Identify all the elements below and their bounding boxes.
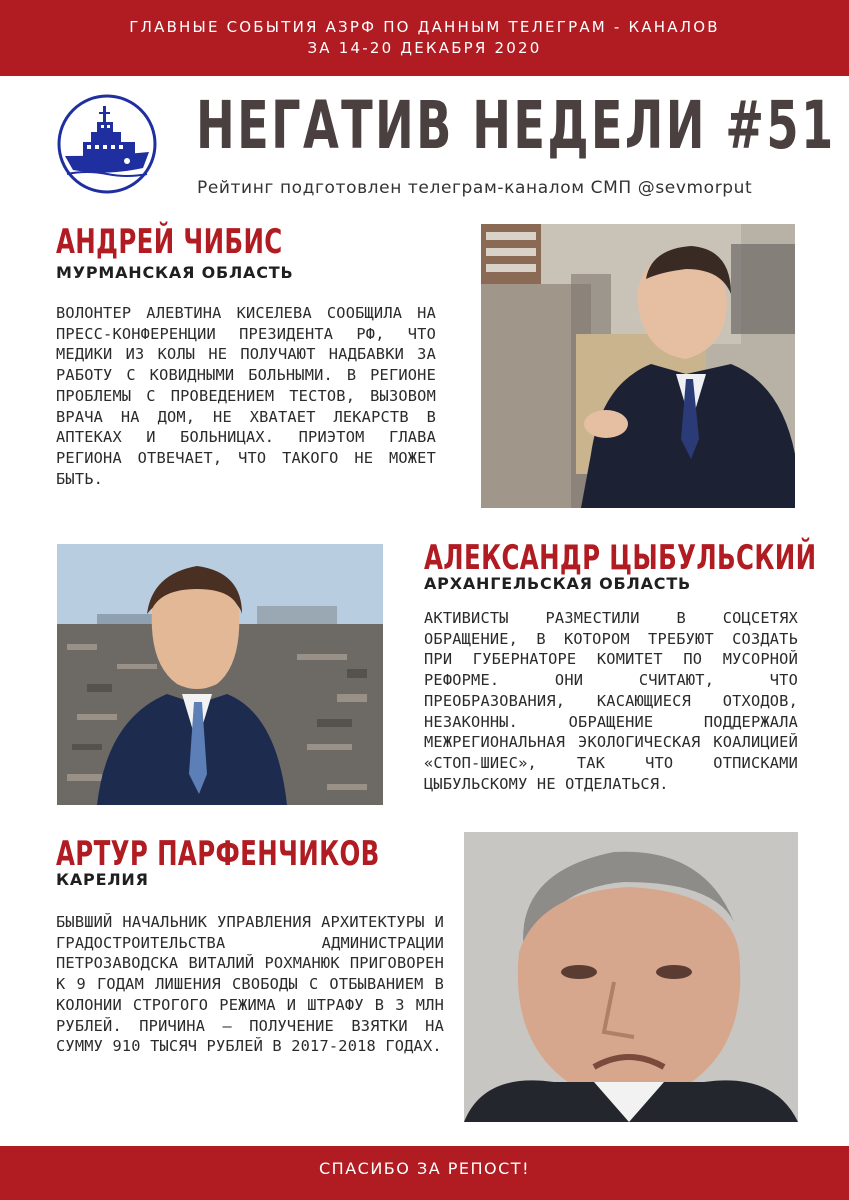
page-subtitle: Рейтинг подготовлен телеграм-каналом СМП @sevmorput — [197, 178, 753, 198]
entry-3-text: БЫВШИЙ НАЧАЛЬНИК УПРАВЛЕНИЯ АРХИТЕКТУРЫ И ГРАДОСТРОИТЕЛЬСТВА АДМИНИСТРАЦИИ ПЕТРОЗАВОДСКА ВИТАЛИЙ РОХМАНЮК ПРИГОВОРЕН К 9 ГОДАМ ЛИШЕНИЯ СВОБОДЫ С ОТБЫВАНИЕМ В КОЛОНИИ СТРОГОГО РЕЖИМА И ШТРАФУ В 3 МЛН РУБЛЕЙ. ПРИЧИНА – ПОЛУЧЕНИЕ ВЗЯТКИ НА СУММУ 910 ТЫСЯЧ РУБЛЕЙ В 2017-2018 ГОДАХ. — [56, 913, 444, 1056]
entry-1-name: АНДРЕЙ ЧИБИС — [56, 222, 283, 262]
header-line-1: ГЛАВНЫЕ СОБЫТИЯ АЗРФ ПО ДАННЫМ ТЕЛЕГРАМ - КАНАЛОВ — [129, 18, 720, 36]
entry-1-region: МУРМАНСКАЯ ОБЛАСТЬ — [56, 263, 294, 282]
entry-2-photo — [57, 544, 383, 805]
entry-1-photo — [481, 224, 795, 508]
page-title: НЕГАТИВ НЕДЕЛИ #51 — [196, 87, 836, 164]
entry-3-name: АРТУР ПАРФЕНЧИКОВ — [56, 834, 380, 874]
header-line-2: ЗА 14-20 ДЕКАБРЯ 2020 — [307, 39, 542, 57]
entry-3-photo — [464, 832, 798, 1122]
entry-2-text: АКТИВИСТЫ РАЗМЕСТИЛИ В СОЦСЕТЯХ ОБРАЩЕНИЕ, В КОТОРОМ ТРЕБУЮТ СОЗДАТЬ ПРИ ГУБЕРНАТОРЕ КОМИТЕТ ПО МУСОРНОЙ РЕФОРМЕ. ОНИ СЧИТАЮТ, ЧТО ПРЕОБРАЗОВАНИЯ, КАСАЮЩИЕСЯ ОТХОДОВ, НЕЗАКОННЫ. ОБРАЩЕНИЕ ПОДДЕРЖАЛА МЕЖРЕГИОНАЛЬНАЯ ЭКОЛОГИЧЕСКАЯ КОАЛИЦИЕЙ «СТОП-ШИЕС», ТАК ЧТО ОТПИСКАМИ ЦЫБУЛЬСКОМУ НЕ ОТДЕЛАТЬСЯ. — [424, 609, 798, 793]
entry-3-region: КАРЕЛИЯ — [56, 870, 149, 889]
icebreaker-ship-icon — [57, 94, 157, 194]
entry-2-region: АРХАНГЕЛЬСКАЯ ОБЛАСТЬ — [424, 574, 692, 593]
header-banner — [0, 0, 849, 76]
footer-banner: СПАСИБО ЗА РЕПОСТ! — [0, 1146, 849, 1200]
entry-2-name: АЛЕКСАНДР ЦЫБУЛЬСКИЙ — [424, 538, 817, 578]
entry-1-text: ВОЛОНТЕР АЛЕВТИНА КИСЕЛЕВА СООБЩИЛА НА ПРЕСС-КОНФЕРЕНЦИИ ПРЕЗИДЕНТА РФ, ЧТО МЕДИКИ ИЗ КОЛЫ НЕ ПОЛУЧАЮТ НАДБАВКИ ЗА РАБОТУ С КОВИДНЫМИ БОЛЬНЫМИ. В РЕГИОНЕ ПРОБЛЕМЫ С ПРОВЕДЕНИЕМ ТЕСТОВ, ВЫЗОВОМ ВРАЧА НА ДОМ, НЕ ХВАТАЕТ ЛЕКАРСТВ В АПТЕКАХ И БОЛЬНИЦАХ. ПРИЭТОМ ГЛАВА РЕГИОНА ОТВЕЧАЕТ, ЧТО ТАКОГО НЕ МОЖЕТ БЫТЬ. — [56, 304, 436, 488]
